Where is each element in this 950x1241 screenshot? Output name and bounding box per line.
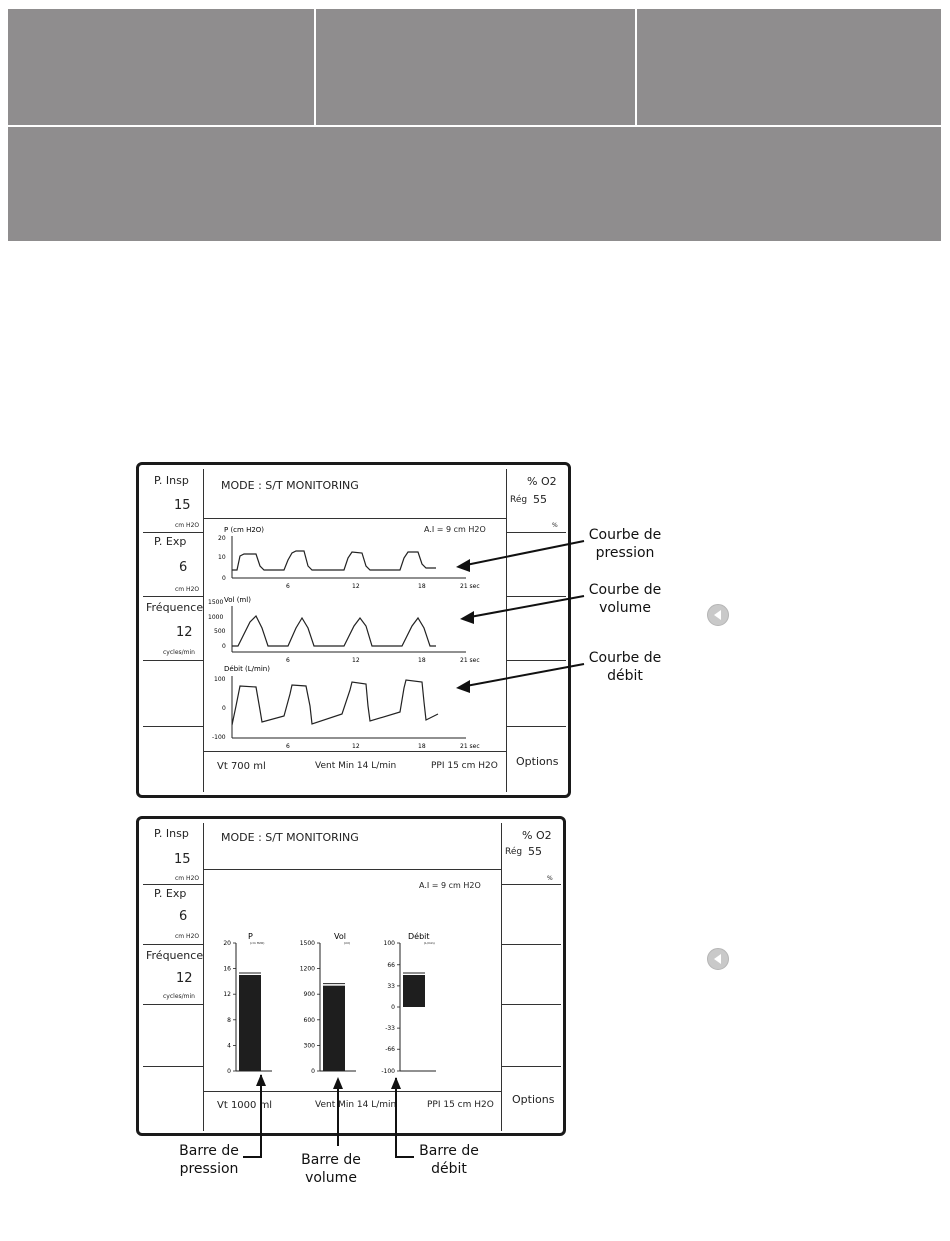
bar-tick-label: 1200 — [299, 965, 315, 973]
bar-tick-label: 4 — [227, 1042, 231, 1050]
bar-tick-label: 300 — [303, 1042, 315, 1050]
param-value: 15 — [174, 498, 191, 513]
bar-tick-label: 100 — [383, 940, 395, 947]
param-label: Fréquence — [146, 949, 204, 962]
param-value: 12 — [176, 625, 193, 640]
pressure-xtick: 18 — [418, 583, 426, 590]
param-value: 15 — [174, 852, 191, 867]
pressure-xtick: 6 — [286, 583, 290, 590]
reg-label: Rég — [510, 495, 528, 505]
reg-label: Rég — [505, 847, 523, 857]
flow-xtick: 12 — [352, 743, 360, 750]
param-unit: cm H2O — [175, 933, 200, 940]
bar-unit: (cm H2O) — [250, 941, 265, 945]
mode-label: MODE : S/T MONITORING — [221, 479, 359, 492]
reg-value: 55 — [528, 845, 542, 858]
bar-tick-label: -100 — [381, 1068, 395, 1075]
pressure-ytick: 10 — [218, 554, 226, 561]
volume-ytick: 1000 — [208, 614, 224, 621]
param-value: 6 — [179, 560, 188, 575]
flow-xtick: 6 — [286, 743, 290, 750]
vt-readout: Vt 700 ml — [217, 761, 266, 772]
param-label: Fréquence — [146, 601, 204, 614]
flow-chart-label: Débit (L/min) — [224, 665, 270, 673]
param-label: P. Insp — [154, 827, 189, 840]
bar-unit: (ml) — [344, 941, 351, 945]
flow-ytick: 100 — [214, 676, 226, 683]
previous-page-button-1[interactable] — [707, 604, 729, 626]
bar-tick-label: 0 — [227, 1068, 231, 1075]
bar-unit: (L/min) — [424, 941, 435, 945]
param-unit: cm H2O — [175, 875, 200, 882]
param-unit: cycles/min — [163, 993, 195, 1000]
bar-tick-label: 33 — [387, 982, 395, 990]
flow-ytick: 0 — [222, 705, 226, 712]
volume-xtick: 21 sec — [460, 657, 480, 664]
bar-label: Débit — [408, 932, 430, 941]
volume-xtick: 12 — [352, 657, 360, 664]
annotation-barre-pression: Barre de pression — [179, 1143, 239, 1177]
pressure-chart-label: P (cm H2O) — [224, 526, 265, 534]
bar-tick-label: 0 — [391, 1004, 395, 1011]
annotation-barre-volume: Barre de volume — [301, 1152, 361, 1186]
bar-tick-label: 600 — [303, 1016, 315, 1024]
param-unit: cycles/min — [163, 649, 195, 656]
annotation-courbe-pression: Courbe de pression — [588, 527, 662, 561]
o2-percent: % — [552, 522, 558, 529]
volume-chart-label: Vol (ml) — [224, 596, 251, 604]
volume-ytick: 500 — [214, 628, 226, 635]
param-value: 6 — [179, 909, 188, 924]
options-label: Options — [516, 755, 559, 768]
bar-tick-label: 66 — [387, 961, 395, 969]
vent-min-readout: Vent Min 14 L/min — [315, 1100, 397, 1110]
bar-tick-label: 0 — [311, 1068, 315, 1075]
mode-label: MODE : S/T MONITORING — [221, 831, 359, 844]
bar-label: P — [248, 932, 253, 941]
param-label: P. Exp — [154, 887, 187, 900]
annotation-courbe-debit: Courbe de débit — [588, 650, 662, 684]
volume-xtick: 6 — [286, 657, 290, 664]
pressure-ytick: 0 — [222, 575, 226, 582]
flow-xtick: 21 sec — [460, 743, 480, 750]
ai-label: A.I = 9 cm H2O — [424, 525, 486, 534]
volume-ytick: 0 — [222, 643, 226, 650]
param-value: 12 — [176, 971, 193, 986]
o2-label: % O2 — [527, 475, 557, 488]
volume-xtick: 18 — [418, 657, 426, 664]
param-unit: cm H2O — [175, 522, 200, 529]
flow-xtick: 18 — [418, 743, 426, 750]
volume-ytick: 1500 — [208, 599, 224, 606]
annotation-courbe-volume: Courbe de volume — [588, 582, 662, 616]
param-label: P. Insp — [154, 474, 189, 487]
options-label: Options — [512, 1093, 555, 1106]
flow-ytick: -100 — [212, 734, 226, 741]
bar-tick-label: -33 — [385, 1025, 395, 1033]
bar-tick-label: 1500 — [299, 940, 315, 947]
vt-readout: Vt 1000 ml — [217, 1100, 273, 1111]
previous-page-button-2[interactable] — [707, 948, 729, 970]
bar-tick-label: 900 — [303, 991, 315, 999]
bar-tick-label: 16 — [223, 965, 231, 973]
ai-label: A.I = 9 cm H2O — [419, 881, 481, 890]
ppi-readout: PPI 15 cm H2O — [427, 1100, 494, 1110]
pressure-xtick: 12 — [352, 583, 360, 590]
bar-label: Vol — [334, 932, 346, 941]
annotation-barre-debit: Barre de débit — [419, 1143, 479, 1177]
param-unit: cm H2O — [175, 586, 200, 593]
o2-label: % O2 — [522, 829, 552, 842]
reg-value: 55 — [533, 493, 547, 506]
bar-tick-label: -66 — [385, 1046, 395, 1054]
vent-min-readout: Vent Min 14 L/min — [315, 761, 397, 771]
bar-tick-label: 8 — [227, 1016, 231, 1024]
bar-tick-label: 12 — [223, 991, 231, 999]
ppi-readout: PPI 15 cm H2O — [431, 761, 498, 771]
bar-tick-label: 20 — [223, 940, 231, 947]
pressure-xtick: 21 sec — [460, 583, 480, 590]
pressure-ytick: 20 — [218, 535, 226, 542]
param-label: P. Exp — [154, 535, 187, 548]
o2-percent: % — [547, 875, 553, 882]
